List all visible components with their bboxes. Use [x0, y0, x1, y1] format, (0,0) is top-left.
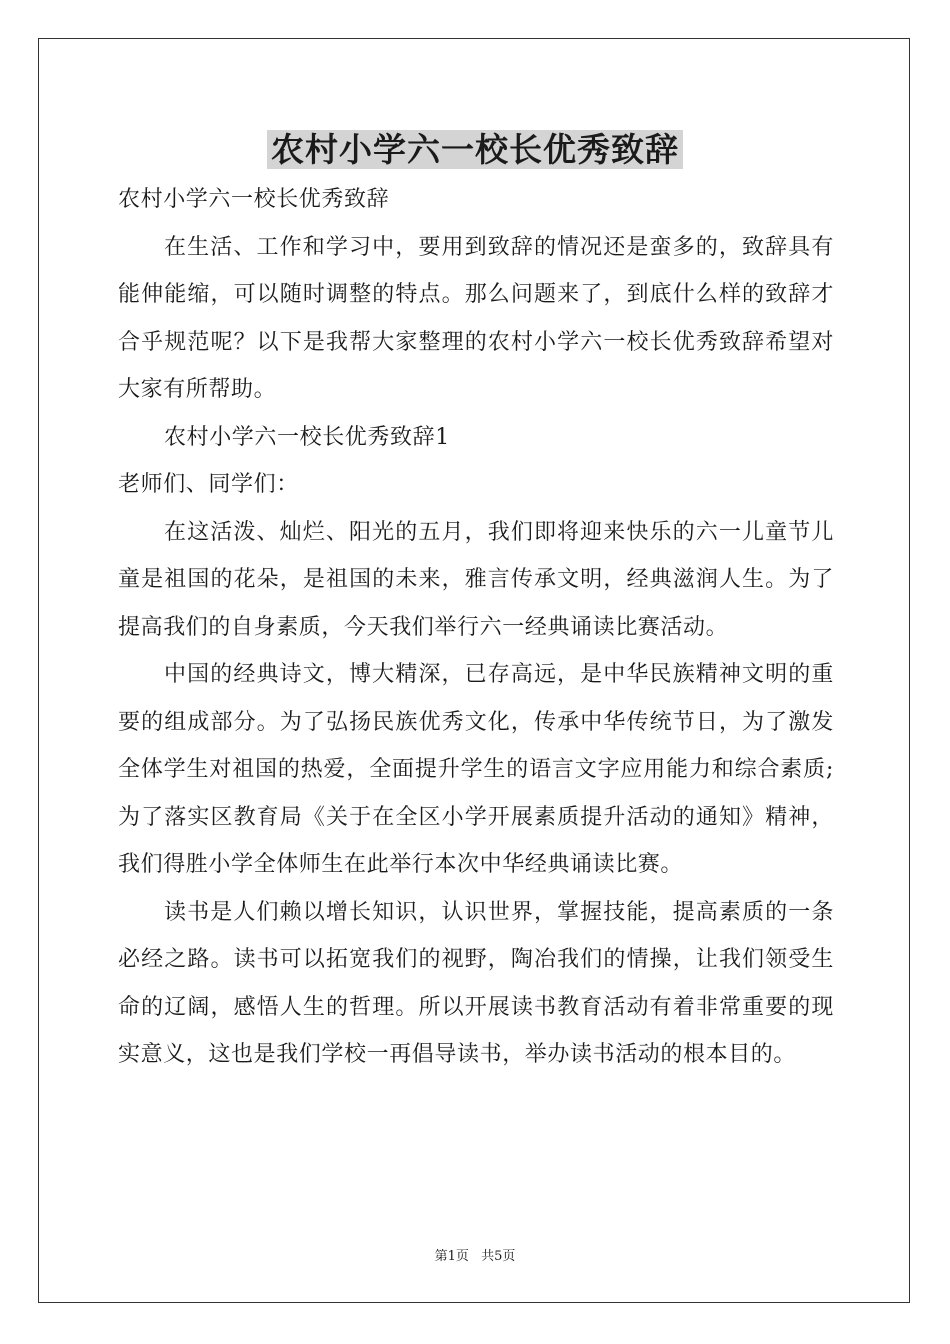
- page-footer: [0, 1248, 950, 1266]
- paragraph-subtitle: 农村小学六一校长优秀致辞: [118, 187, 390, 212]
- paragraph-intro: 在生活、工作和学习中，要用到致辞的情况还是蛮多的，致辞具有能伸能缩，可以随时调整的特点。那么问题来了，到底什么样的致辞才合乎规范呢？以下是我帮大家整理的农村小学六一校长优秀致辞希望对大家有所帮助。: [118, 234, 834, 402]
- paragraph-salutation: 老师们、同学们：: [118, 472, 299, 497]
- document-body: [118, 176, 834, 1079]
- document-title: [0, 128, 950, 172]
- paragraph-body: 在这活泼、灿烂、阳光的五月，我们即将迎来快乐的六一儿童节儿童是祖国的花朵，是祖国的未来，雅言传承文明，经典滋润人生。为了提高我们的自身素质，今天我们举行六一经典诵读比赛活动。: [118, 519, 834, 640]
- page-total: 共5页: [481, 1249, 516, 1264]
- document-title-text: 农村小学六一校长优秀致辞: [267, 130, 683, 169]
- paragraph-body: 中国的经典诗文，博大精深，已存高远，是中华民族精神文明的重要的组成部分。为了弘扬民族优秀文化，传承中华传统节日，为了激发全体学生对祖国的热爱，全面提升学生的语言文字应用能力和综合素质;为了落实区教育局《关于在全区小学开展素质提升活动的通知》精神，我们得胜小学全体师生在此举行本次中华经典诵读比赛。: [118, 662, 834, 877]
- paragraph-section-heading: 农村小学六一校长优秀致辞1: [164, 424, 450, 450]
- page-number: 第1页: [434, 1249, 469, 1264]
- paragraph-body: 读书是人们赖以增长知识，认识世界，掌握技能，提高素质的一条必经之路。读书可以拓宽我们的视野，陶冶我们的情操，让我们领受生命的辽阔，感悟人生的哲理。所以开展读书教育活动有着非常重要的现实意义，这也是我们学校一再倡导读书，举办读书活动的根本目的。: [118, 899, 834, 1067]
